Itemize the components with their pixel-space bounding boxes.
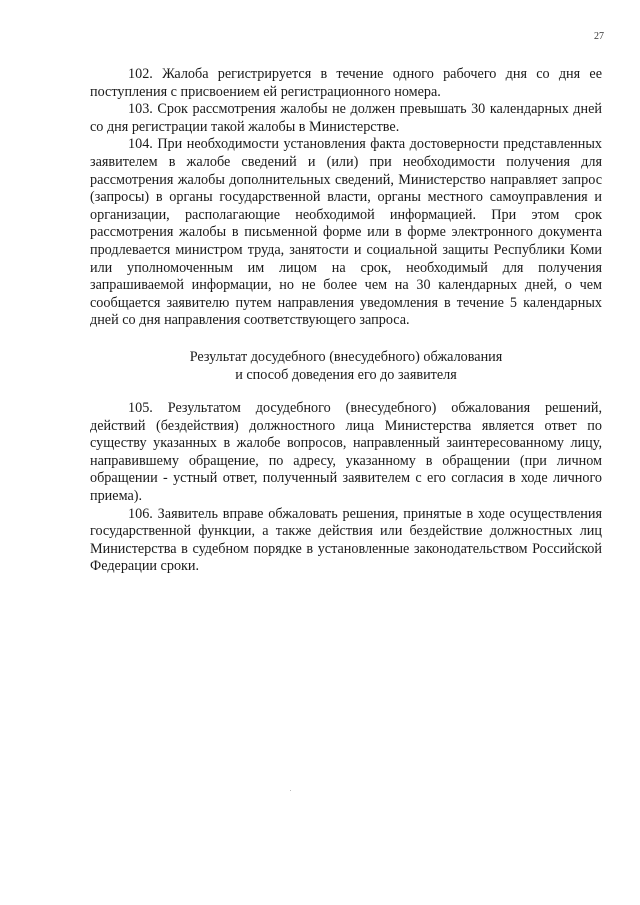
document-body xyxy=(90,66,602,576)
paragraph-102: 102. Жалоба регистрируется в течение одного рабочего дня со дня ее поступления с присвоением ей регистрационного номера. xyxy=(90,66,602,100)
section-heading xyxy=(90,349,602,384)
page-number: 27 xyxy=(594,31,604,42)
section-heading-line-1: Результат досудебного (внесудебного) обжалования xyxy=(189,348,503,365)
scan-speck xyxy=(290,790,291,791)
paragraph-105: 105. Результатом досудебного (внесудебного) обжалования решений, действий (бездействия) должностного лица Министерства является ответ по существу указанных в жалобе вопросов, направленный заинтересованному лицу, направившему обращение, по адресу, указанному в обращении (при личном обращении - устный ответ, полученный заявителем с его согласия в ходе личного приема). xyxy=(90,400,602,505)
paragraph-103: 103. Срок рассмотрения жалобы не должен превышать 30 календарных дней со дня регистрации такой жалобы в Министерстве. xyxy=(90,101,602,135)
section-heading-line-2: и способ доведения его до заявителя xyxy=(235,366,457,383)
paragraph-104: 104. При необходимости установления факта достоверности представленных заявителем в жалобе сведений и (или) при необходимости получения для рассмотрения жалобы дополнительных сведений, Министерство направляет запрос (запросы) в органы государственной власти, органы местного самоуправления и организации, располагающие необходимой информацией. При этом срок рассмотрения жалобы в письменной форме или в форме электронного документа продлевается министром труда, занятости и социальной защиты Республики Коми или уполномоченным им лицом на срок, необходимый для получения запрашиваемой информации, но не более чем на 30 календарных дней, о чем сообщается заявителю путем направления уведомления в течение 5 календарных дней со дня направления соответствующего запроса. xyxy=(90,136,602,329)
paragraph-106: 106. Заявитель вправе обжаловать решения, принятые в ходе осуществления государственной функции, а также действия или бездействие должностных лиц Министерства в судебном порядке в установленные законодательством Российской Федерации сроки. xyxy=(90,505,602,575)
